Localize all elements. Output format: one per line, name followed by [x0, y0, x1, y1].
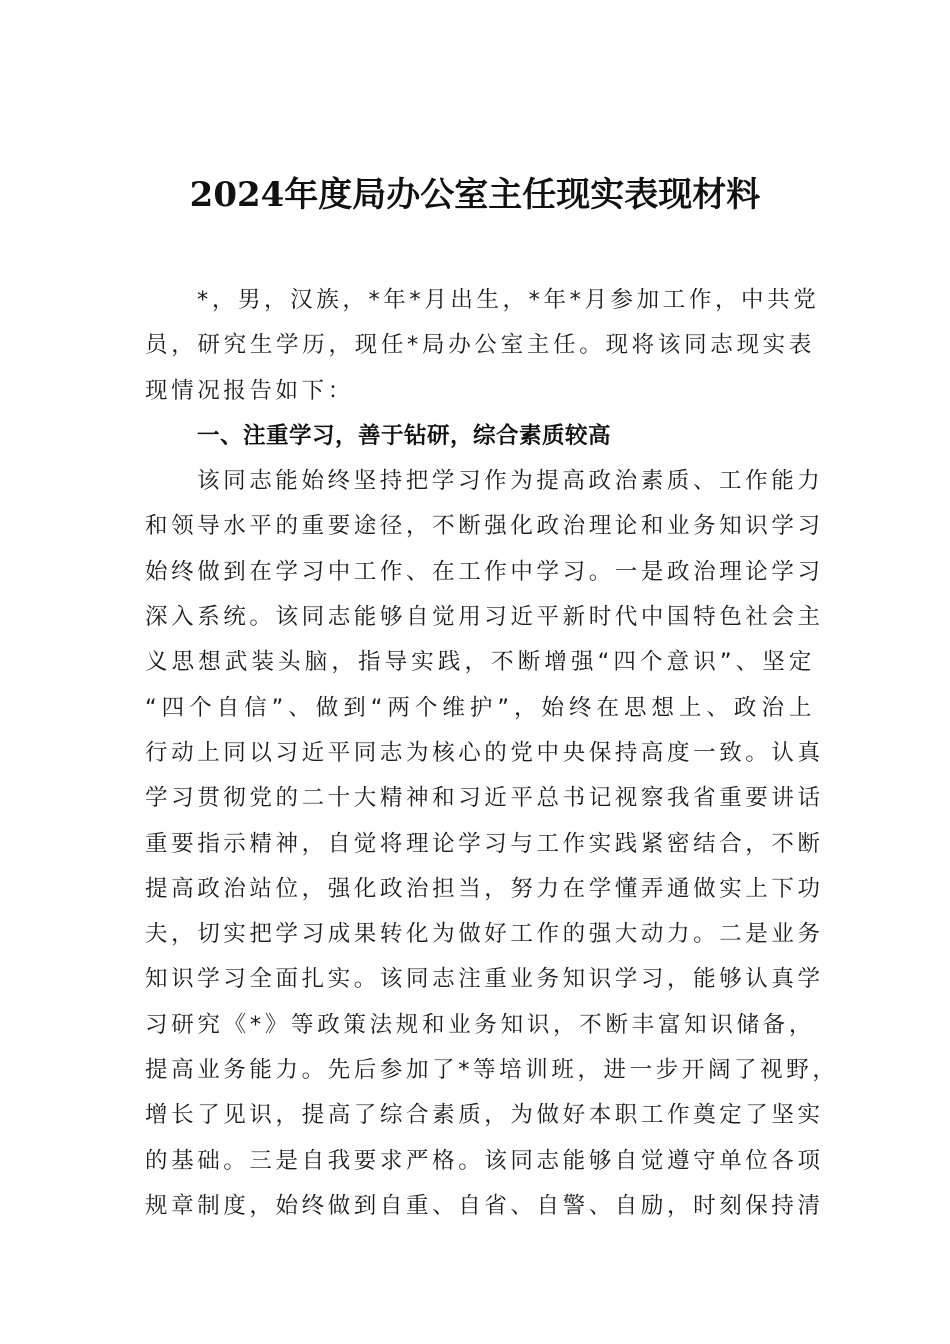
text-line: 学习贯彻党的二十大精神和习近平总书记视察我省重要讲话	[145, 785, 824, 812]
intro-paragraph	[145, 278, 820, 414]
text-line: 该同志能始终坚持把学习作为提高政治素质、工作能力	[197, 468, 824, 495]
text-line: 增长了见识，提高了综合素质，为做好本职工作奠定了坚实	[145, 1102, 824, 1129]
text-line: 和领导水平的重要途径，不断强化政治理论和业务知识学习	[145, 513, 824, 540]
text-line: 规章制度，始终做到自重、自省、自警、自励，时刻保持清	[145, 1192, 824, 1219]
text-line: 重要指示精神，自觉将理论学习与工作实践紧密结合，不断	[145, 830, 824, 857]
text-line: *，男，汉族，*年*月出生，*年*月参加工作，中共党	[197, 287, 820, 313]
section-heading: 一、注重学习，善于钻研，综合素质较高	[197, 422, 612, 449]
text-line: 夫，切实把学习成果转化为做好工作的强大动力。二是业务	[145, 921, 824, 948]
text-line: 知识学习全面扎实。该同志注重业务知识学习，能够认真学	[145, 966, 824, 993]
text-line: 深入系统。该同志能够自觉用习近平新时代中国特色社会主	[145, 604, 824, 631]
text-line: 义思想武装头脑，指导实践，不断增强“四个意识”、坚定	[145, 649, 815, 676]
text-line: 的基础。三是自我要求严格。该同志能够自觉遵守单位各项	[145, 1147, 824, 1174]
text-line: “四个自信”、做到“两个维护”，始终在思想上、政治上	[145, 694, 815, 721]
text-line: 习研究《*》等政策法规和业务知识，不断丰富知识储备，	[145, 1011, 815, 1038]
section-paragraph	[145, 459, 839, 1229]
document-body	[145, 278, 839, 1229]
text-line: 员，研究生学历，现任*局办公室主任。现将该同志现实表	[145, 332, 815, 359]
text-line: 始终做到在学习中工作、在工作中学习。一是政治理论学习	[145, 558, 824, 585]
text-line: 现情况报告如下：	[145, 377, 354, 404]
text-line: 提高政治站位，强化政治担当，努力在学懂弄通做实上下功	[145, 875, 824, 902]
document-title: 2024年度局办公室主任现实表现材料	[189, 175, 761, 215]
text-line: 行动上同以习近平同志为核心的党中央保持高度一致。认真	[145, 739, 824, 766]
text-line: 提高业务能力。先后参加了*等培训班，进一步开阔了视野，	[145, 1057, 839, 1084]
